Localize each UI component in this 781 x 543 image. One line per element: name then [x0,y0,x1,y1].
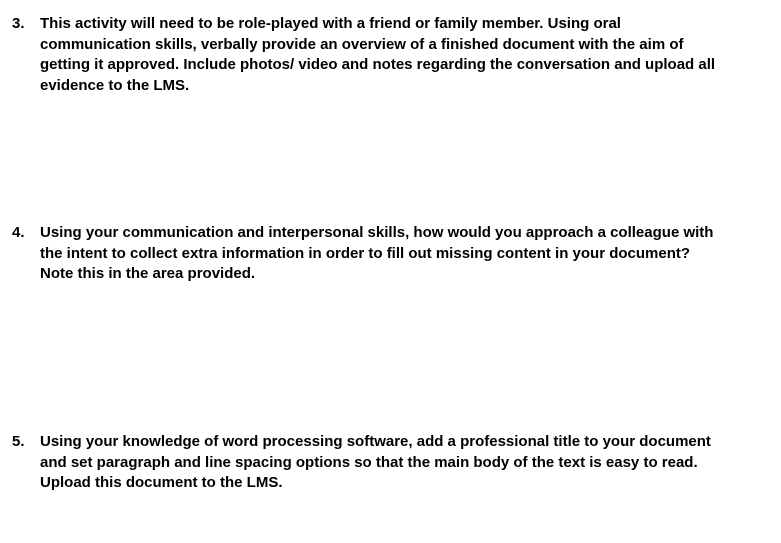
question-number: 5. [12,433,25,450]
question-3 [12,14,722,97]
question-text: This activity will need to be role-played with a friend or family member. Using oral communication skills, verbally provide an overview of a finished document with the aim of getting it approved. Include photos/ video and notes regarding the conversation and upload all evidence to the LMS. [40,15,716,95]
question-4 [12,223,722,285]
question-text: Using your communication and interpersonal skills, how would you approach a colleague with the intent to collect extra information in order to fill out missing content in your document? Note this in the area provided. [40,224,714,283]
question-5 [12,432,722,494]
question-number: 4. [12,224,25,241]
question-text: Using your knowledge of word processing software, add a professional title to your document and set paragraph and line spacing options so that the main body of the text is easy to read. Upload this document to the LMS. [40,433,711,492]
question-number: 3. [12,15,25,32]
